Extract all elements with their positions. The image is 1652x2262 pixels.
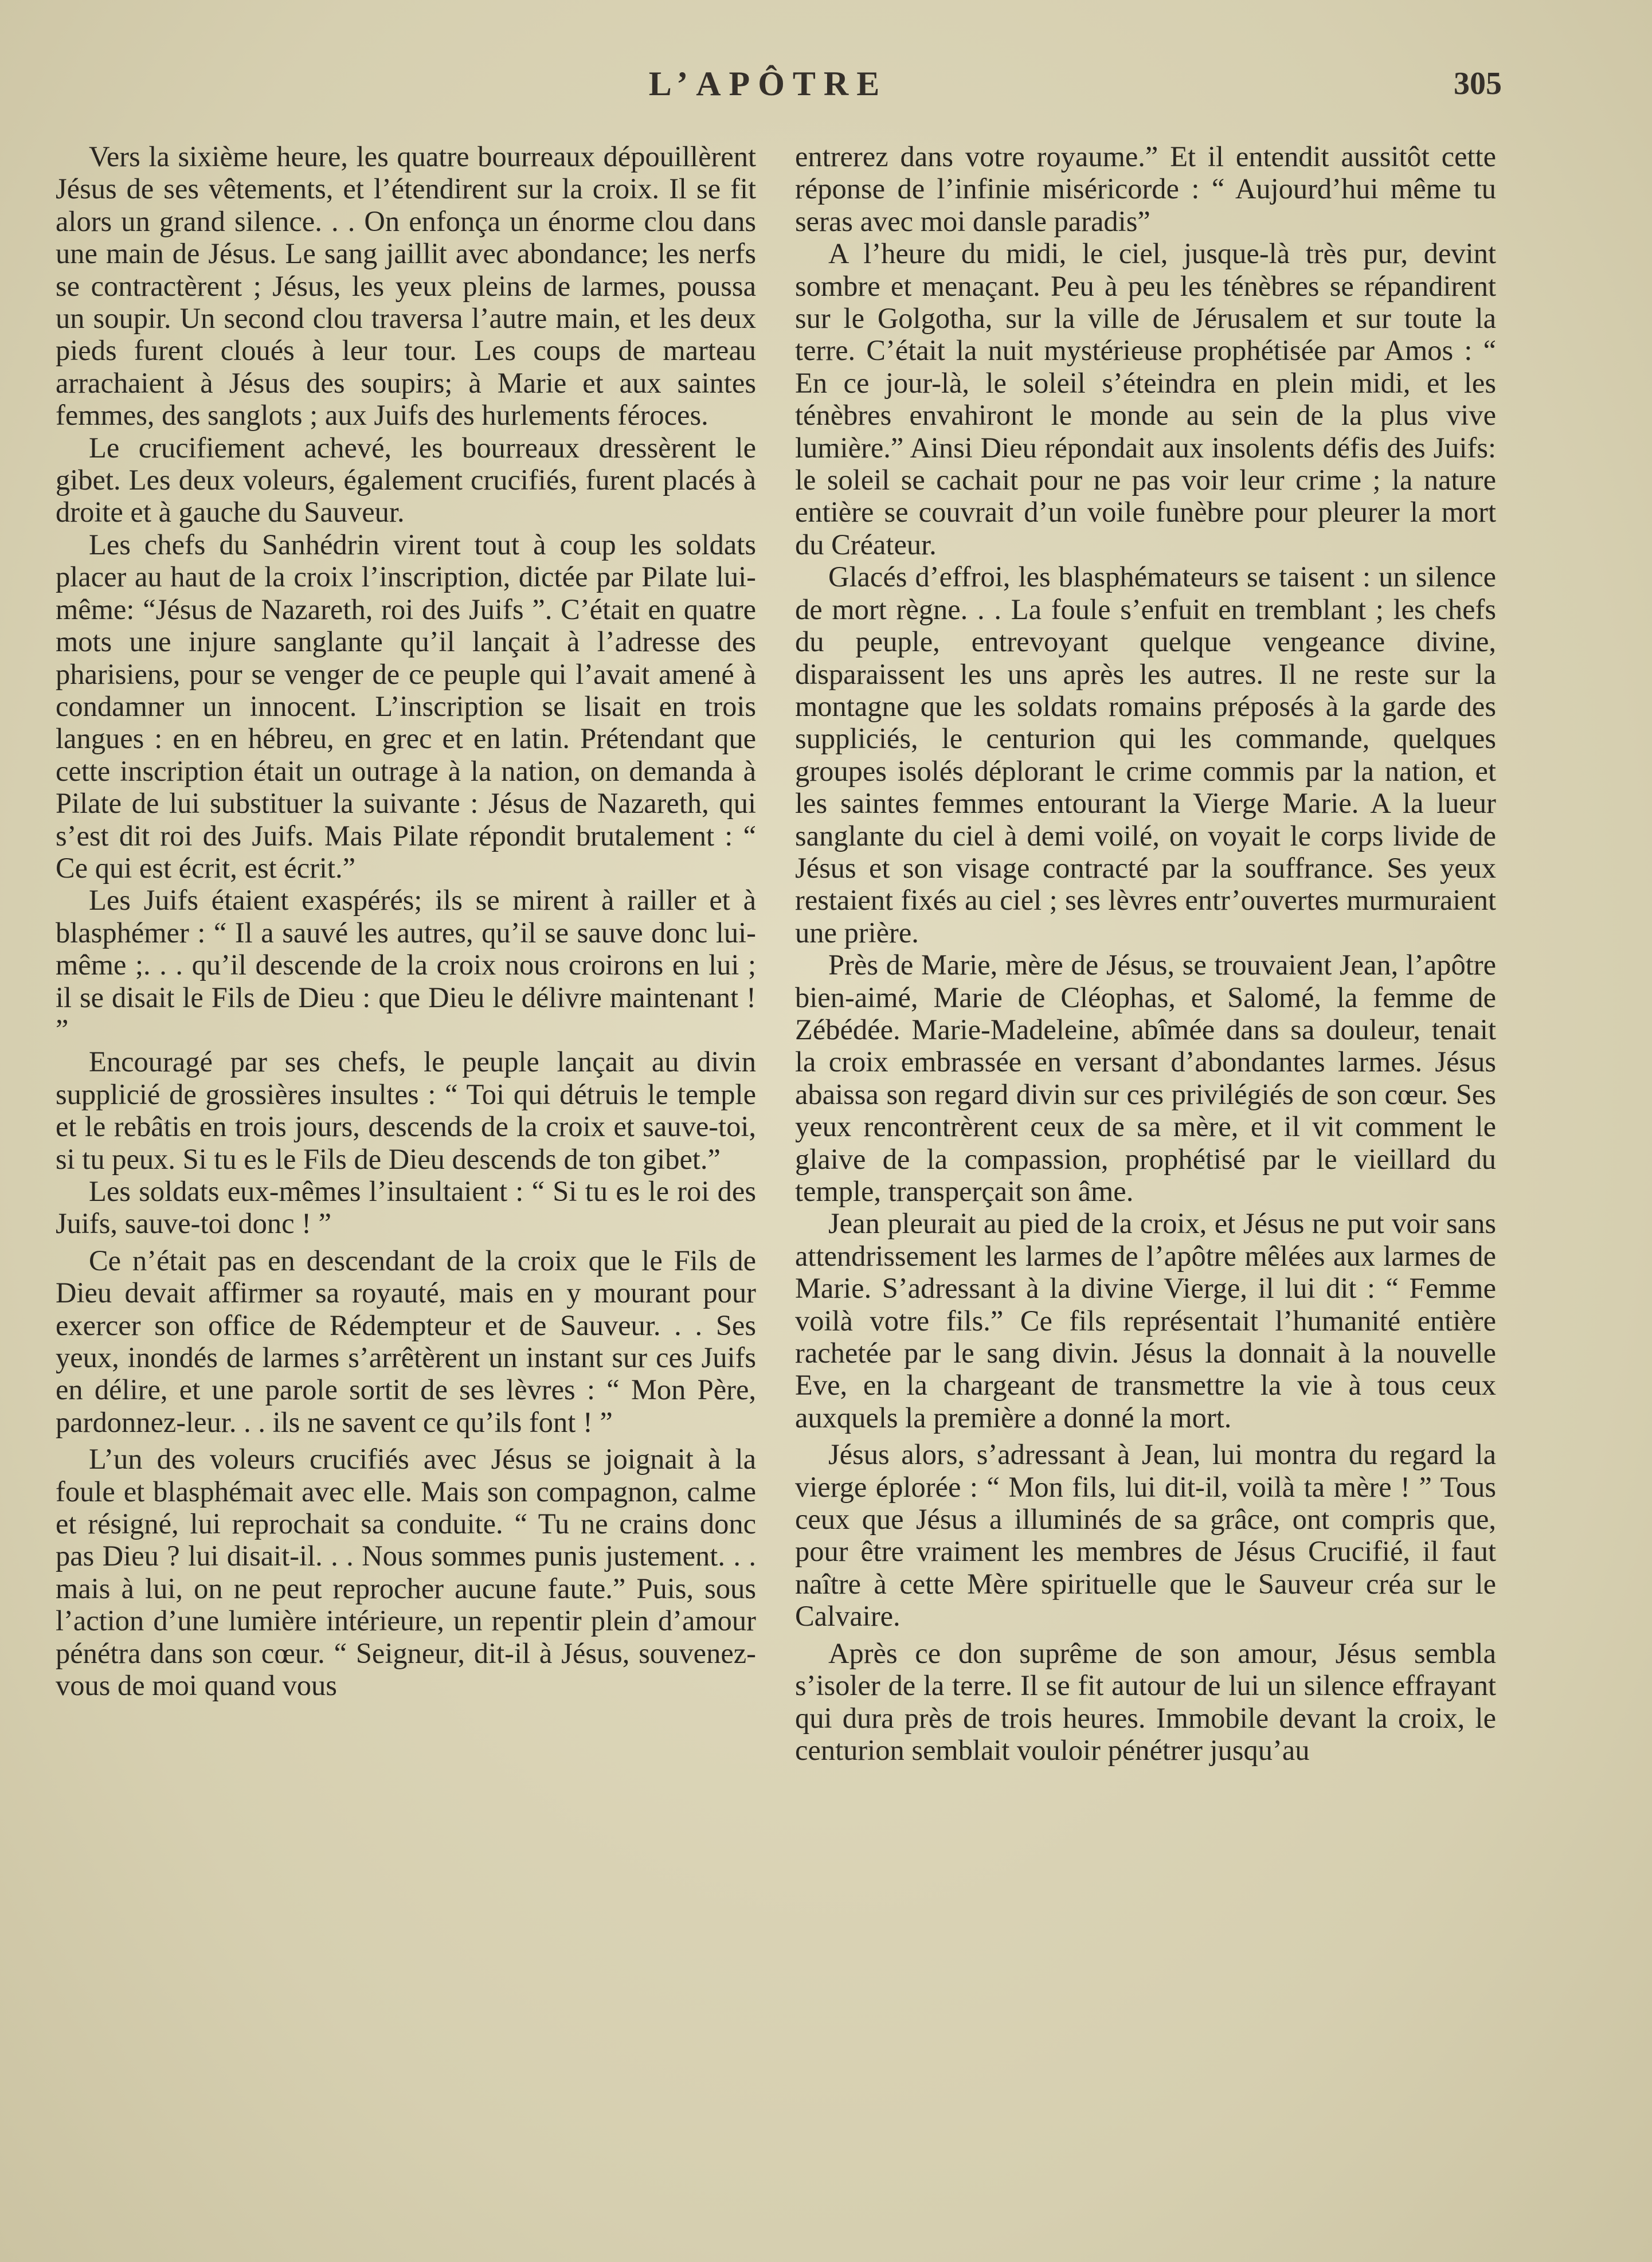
paragraph: Les soldats eux-mêmes l’insultaient : “ Si tu es le roi des Juifs, sauve-toi donc ! ” (56, 1175, 756, 1240)
running-head-title: L’APÔTRE (648, 65, 888, 103)
paragraph: Près de Marie, mère de Jésus, se trouvaient Jean, l’apôtre bien-aimé, Marie de Cléophas, et Salomé, la femme de Zébédée. Marie-Madeleine, abîmée dans sa douleur, tenait la croix embrassée en versant d’abondantes larmes. Jésus abaissa son regard divin sur ces privilégiés de son cœur. Ses yeux rencontrèrent ceux de sa mère, et il vit comment le glaive de la compassion, prophétisé par le vieillard du temple, transperçait son âme. (795, 949, 1496, 1207)
right-column (795, 140, 1496, 1766)
paragraph: Les Juifs étaient exaspérés; ils se mirent à railler et à blasphémer : “ Il a sauvé les autres, qu’il se sauve donc lui-même ;. . . qu’il descende de la croix nous croirons en lui ; il se disait le Fils de Dieu : que Dieu le délivre maintenant ! ” (56, 884, 756, 1046)
paragraph: Ce n’était pas en descendant de la croix que le Fils de Dieu devait affirmer sa royauté, mais en y mourant pour exercer son office de Rédempteur et de Sauveur. . . Ses yeux, inondés de larmes s’arrêtèrent un instant sur ces Juifs en délire, et une parole sortit de ses lèvres : “ Mon Père, pardonnez-leur. . . ils ne savent ce qu’ils font ! ” (56, 1244, 756, 1438)
paragraph: Après ce don suprême de son amour, Jésus sembla s’isoler de la terre. Il se fit autour de lui un silence effrayant qui dura près de trois heures. Immobile devant la croix, le centurion semblait vouloir pénétrer jusqu’au (795, 1637, 1496, 1766)
paragraph-continued: entrerez dans votre royaume.” Et il entendit aussitôt cette réponse de l’infinie miséricorde : “ Aujourd’hui même tu seras avec moi dansle paradis” (795, 140, 1496, 237)
paragraph: Vers la sixième heure, les quatre bourreaux dépouillèrent Jésus de ses vêtements, et l’étendirent sur la croix. Il se fit alors un grand silence. . . On enfonça un énorme clou dans une main de Jésus. Le sang jaillit avec abondance; les nerfs se contractèrent ; Jésus, les yeux pleins de larmes, poussa un soupir. Un second clou traversa l’autre main, et les deux pieds furent cloués à leur tour. Les coups de marteau arrachaient à Jésus des soupirs; à Marie et aux saintes femmes, des sanglots ; aux Juifs des hurlements féroces. (56, 140, 756, 432)
left-column (56, 140, 756, 1702)
paragraph: A l’heure du midi, le ciel, jusque-là très pur, devint sombre et menaçant. Peu à peu les ténèbres se répandirent sur le Golgotha, sur la ville de Jérusalem et sur toute la terre. C’était la nuit mystérieuse prophétisée par Amos : “ En ce jour-là, le soleil s’éteindra en plein midi, et les ténèbres envahiront le monde au sein de la plus vive lumière.” Ainsi Dieu répondait aux insolents défis des Juifs: le soleil se cachait pour ne pas voir leur crime ; la nature entière se couvrait d’un voile funèbre pour pleurer la mort du Créateur. (795, 237, 1496, 561)
paragraph: Jean pleurait au pied de la croix, et Jésus ne put voir sans attendrissement les larmes de l’apôtre mêlées aux larmes de Marie. S’adressant à la divine Vierge, il lui dit : “ Femme voilà votre fils.” Ce fils représentait l’humanité entière rachetée par le sang divin. Jésus la donnait à la nouvelle Eve, en la chargeant de transmettre la vie à tous ceux auxquels la première a donné la mort. (795, 1207, 1496, 1434)
page-number: 305 (1454, 66, 1502, 101)
paragraph: L’un des voleurs crucifiés avec Jésus se joignait à la foule et blasphémait avec elle. Mais son compagnon, calme et résigné, lui reprochait sa conduite. “ Tu ne crains donc pas Dieu ? lui disait-il. . . Nous sommes punis justement. . . mais à lui, on ne peut reprocher aucune faute.” Puis, sous l’action d’une lumière intérieure, un repentir plein d’amour pénétra dans son cœur. “ Seigneur, dit-il à Jésus, souvenez-vous de moi quand vous (56, 1443, 756, 1702)
paragraph: Le crucifiement achevé, les bourreaux dressèrent le gibet. Les deux voleurs, également crucifiés, furent placés à droite et à gauche du Sauveur. (56, 431, 756, 529)
paragraph: Jésus alors, s’adressant à Jean, lui montra du regard la vierge éplorée : “ Mon fils, lui dit-il, voilà ta mère ! ” Tous ceux que Jésus a illuminés de sa grâce, ont compris que, pour être vraiment les membres de Jésus Crucifié, il faut naître à cette Mère spirituelle que le Sauveur créa sur le Calvaire. (795, 1438, 1496, 1633)
paragraph: Les chefs du Sanhédrin virent tout à coup les soldats placer au haut de la croix l’inscription, dictée par Pilate lui-même: “Jésus de Nazareth, roi des Juifs ”. C’était en quatre mots une injure sanglante qu’il lançait à l’adresse des pharisiens, pour se venger de ce peuple qui l’avait amené à condamner un innocent. L’inscription se lisait en trois langues : en en hébreu, en grec et en latin. Prétendant que cette inscription était un outrage à la nation, on demanda à Pilate de lui substituer la suivante : Jésus de Nazareth, qui s’est dit roi des Juifs. Mais Pilate répondit brutalement : “ Ce qui est écrit, est écrit.” (56, 528, 756, 884)
paragraph: Glacés d’effroi, les blasphémateurs se taisent : un silence de mort règne. . . La foule s’enfuit en tremblant ; les chefs du peuple, entrevoyant quelque vengeance divine, disparaissent les uns après les autres. Il ne reste sur la montagne que les soldats romains préposés à la garde des suppliciés, le centurion qui les commande, quelques groupes isolés déplorant le crime commis par la nation, et les saintes femmes entourant la Vierge Marie. A la lueur sanglante du ciel à demi voilé, on voyait le corps livide de Jésus et son visage contracté par la souffrance. Ses yeux restaient fixés au ciel ; ses lèvres entr’ouvertes murmuraient une prière. (795, 561, 1496, 949)
paragraph: Encouragé par ses chefs, le peuple lançait au divin supplicié de grossières insultes : “ Toi qui détruis le temple et le rebâtis en trois jours, descends de la croix et sauve-toi, si tu peux. Si tu es le Fils de Dieu descends de ton gibet.” (56, 1046, 756, 1175)
